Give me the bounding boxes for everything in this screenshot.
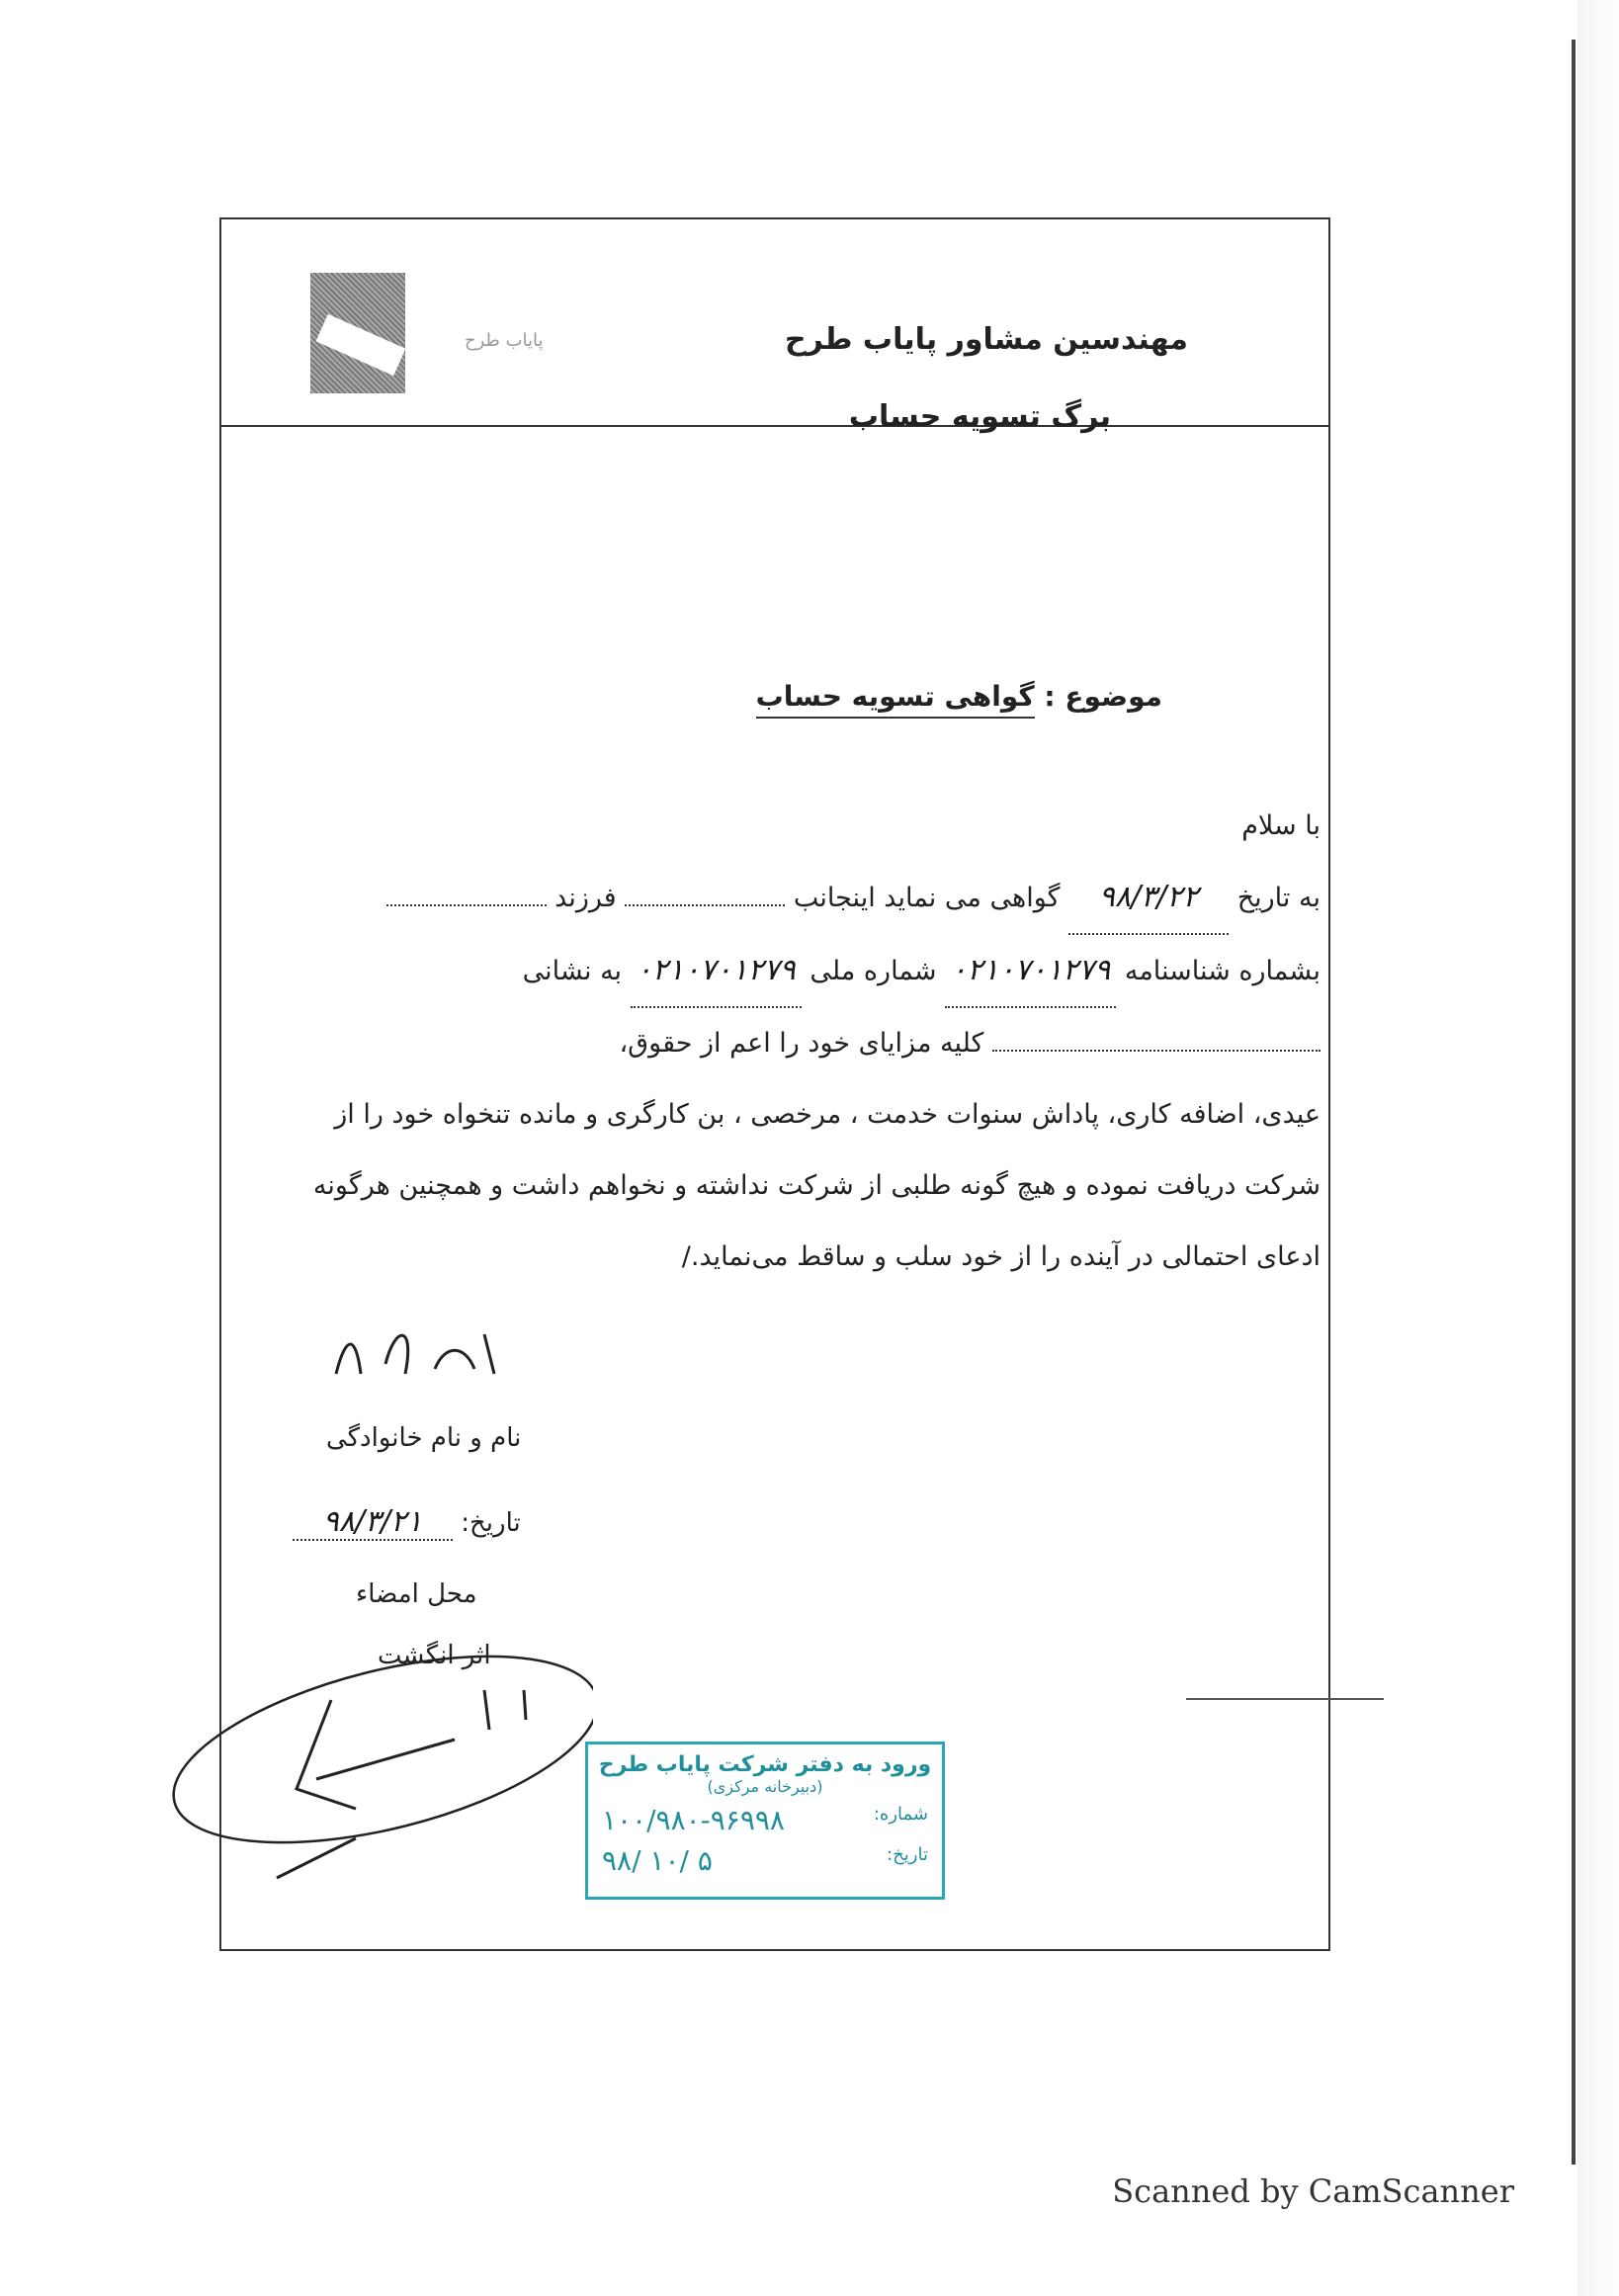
handwritten-address bbox=[992, 1050, 1321, 1052]
camscanner-watermark: Scanned by CamScanner bbox=[1112, 2172, 1514, 2210]
handwritten-signature-date: ۹۸/۳/۲۱ bbox=[293, 1504, 453, 1541]
greeting: با سلام bbox=[1241, 810, 1321, 841]
subject-label: موضوع : bbox=[1044, 680, 1162, 713]
fingerprint-signature-scribble bbox=[158, 1641, 593, 1917]
logo-text: پایاب طرح bbox=[465, 330, 544, 351]
handwritten-signature bbox=[326, 1315, 524, 1394]
handwritten-national-id: ۰۲۱۰۷۰۱۲۷۹ bbox=[631, 935, 802, 1008]
stamp-title: ورود به دفتر شرکت پایاب طرح bbox=[598, 1752, 932, 1777]
stamp-number-row bbox=[588, 1804, 942, 1836]
body-line-4: عیدی، اضافه کاری، پاداش سنوات خدمت ، مرخصی ، بن کارگری و مانده تنخواه خود را از bbox=[334, 1099, 1321, 1130]
certify-text: گواهی می نماید اینجانب bbox=[793, 883, 1061, 913]
letter-body bbox=[293, 791, 1321, 1293]
scan-edge bbox=[1572, 40, 1576, 2165]
address-label: به نشانی bbox=[522, 956, 623, 986]
signature-date-row bbox=[293, 1504, 521, 1541]
child-of-label: فرزند bbox=[554, 883, 617, 913]
date-prefix: به تاریخ bbox=[1236, 883, 1321, 913]
body-line-5: شرکت دریافت نموده و هیچ گونه طلبی از شرکت نداشته و نخواهم داشت و همچنین هرگونه bbox=[312, 1170, 1321, 1201]
body-line-1 bbox=[293, 862, 1321, 935]
company-name: مهندسین مشاور پایاب طرح bbox=[784, 322, 1188, 357]
logo-stripe bbox=[316, 314, 406, 376]
stamp-subtitle: (دبیرخانه مرکزی) bbox=[707, 1777, 823, 1796]
body-line-2 bbox=[293, 935, 1321, 1008]
company-logo bbox=[310, 273, 405, 393]
form-title: برگ تسویه حساب bbox=[848, 399, 1111, 434]
handwritten-father-name bbox=[386, 904, 547, 906]
handwritten-name bbox=[625, 904, 785, 906]
scan-edge-shadow bbox=[1577, 0, 1619, 2296]
handwritten-date: ۹۸/۳/۲۲ bbox=[1068, 862, 1229, 935]
subject-row bbox=[756, 680, 1162, 713]
stamp-number-value: ۱۰۰/۹۸۰-۹۶۹۹۸ bbox=[602, 1804, 785, 1836]
benefits-text: کلیه مزایای خود را اعم از حقوق، bbox=[619, 1028, 984, 1059]
stamp-date-label: تاریخ: bbox=[887, 1844, 928, 1865]
id-label: بشماره شناسنامه bbox=[1124, 956, 1321, 986]
fingerprint-label: اثر انگشت bbox=[378, 1641, 491, 1670]
stray-mark-line bbox=[1186, 1698, 1384, 1700]
signature-place-label: محل امضاء bbox=[356, 1579, 477, 1609]
subject-value: گواهی تسویه حساب bbox=[756, 680, 1035, 719]
full-name-label: نام و نام خانوادگی bbox=[326, 1423, 522, 1453]
signature-date-label: تاریخ: bbox=[461, 1508, 521, 1538]
stamp-date-value: ۹۸/ ۱۰/ ۵ bbox=[602, 1844, 713, 1877]
office-entry-stamp bbox=[585, 1742, 945, 1900]
body-line-3 bbox=[293, 1008, 1321, 1079]
stamp-date-row bbox=[588, 1844, 942, 1877]
stamp-number-label: شماره: bbox=[873, 1804, 928, 1825]
body-line-6: ادعای احتمالی در آینده را از خود سلب و ساقط می‌نماید./ bbox=[681, 1241, 1321, 1272]
national-id-label: شماره ملی bbox=[810, 956, 937, 986]
letterhead bbox=[221, 219, 1328, 434]
handwritten-id-number: ۰۲۱۰۷۰۱۲۷۹ bbox=[945, 935, 1116, 1008]
